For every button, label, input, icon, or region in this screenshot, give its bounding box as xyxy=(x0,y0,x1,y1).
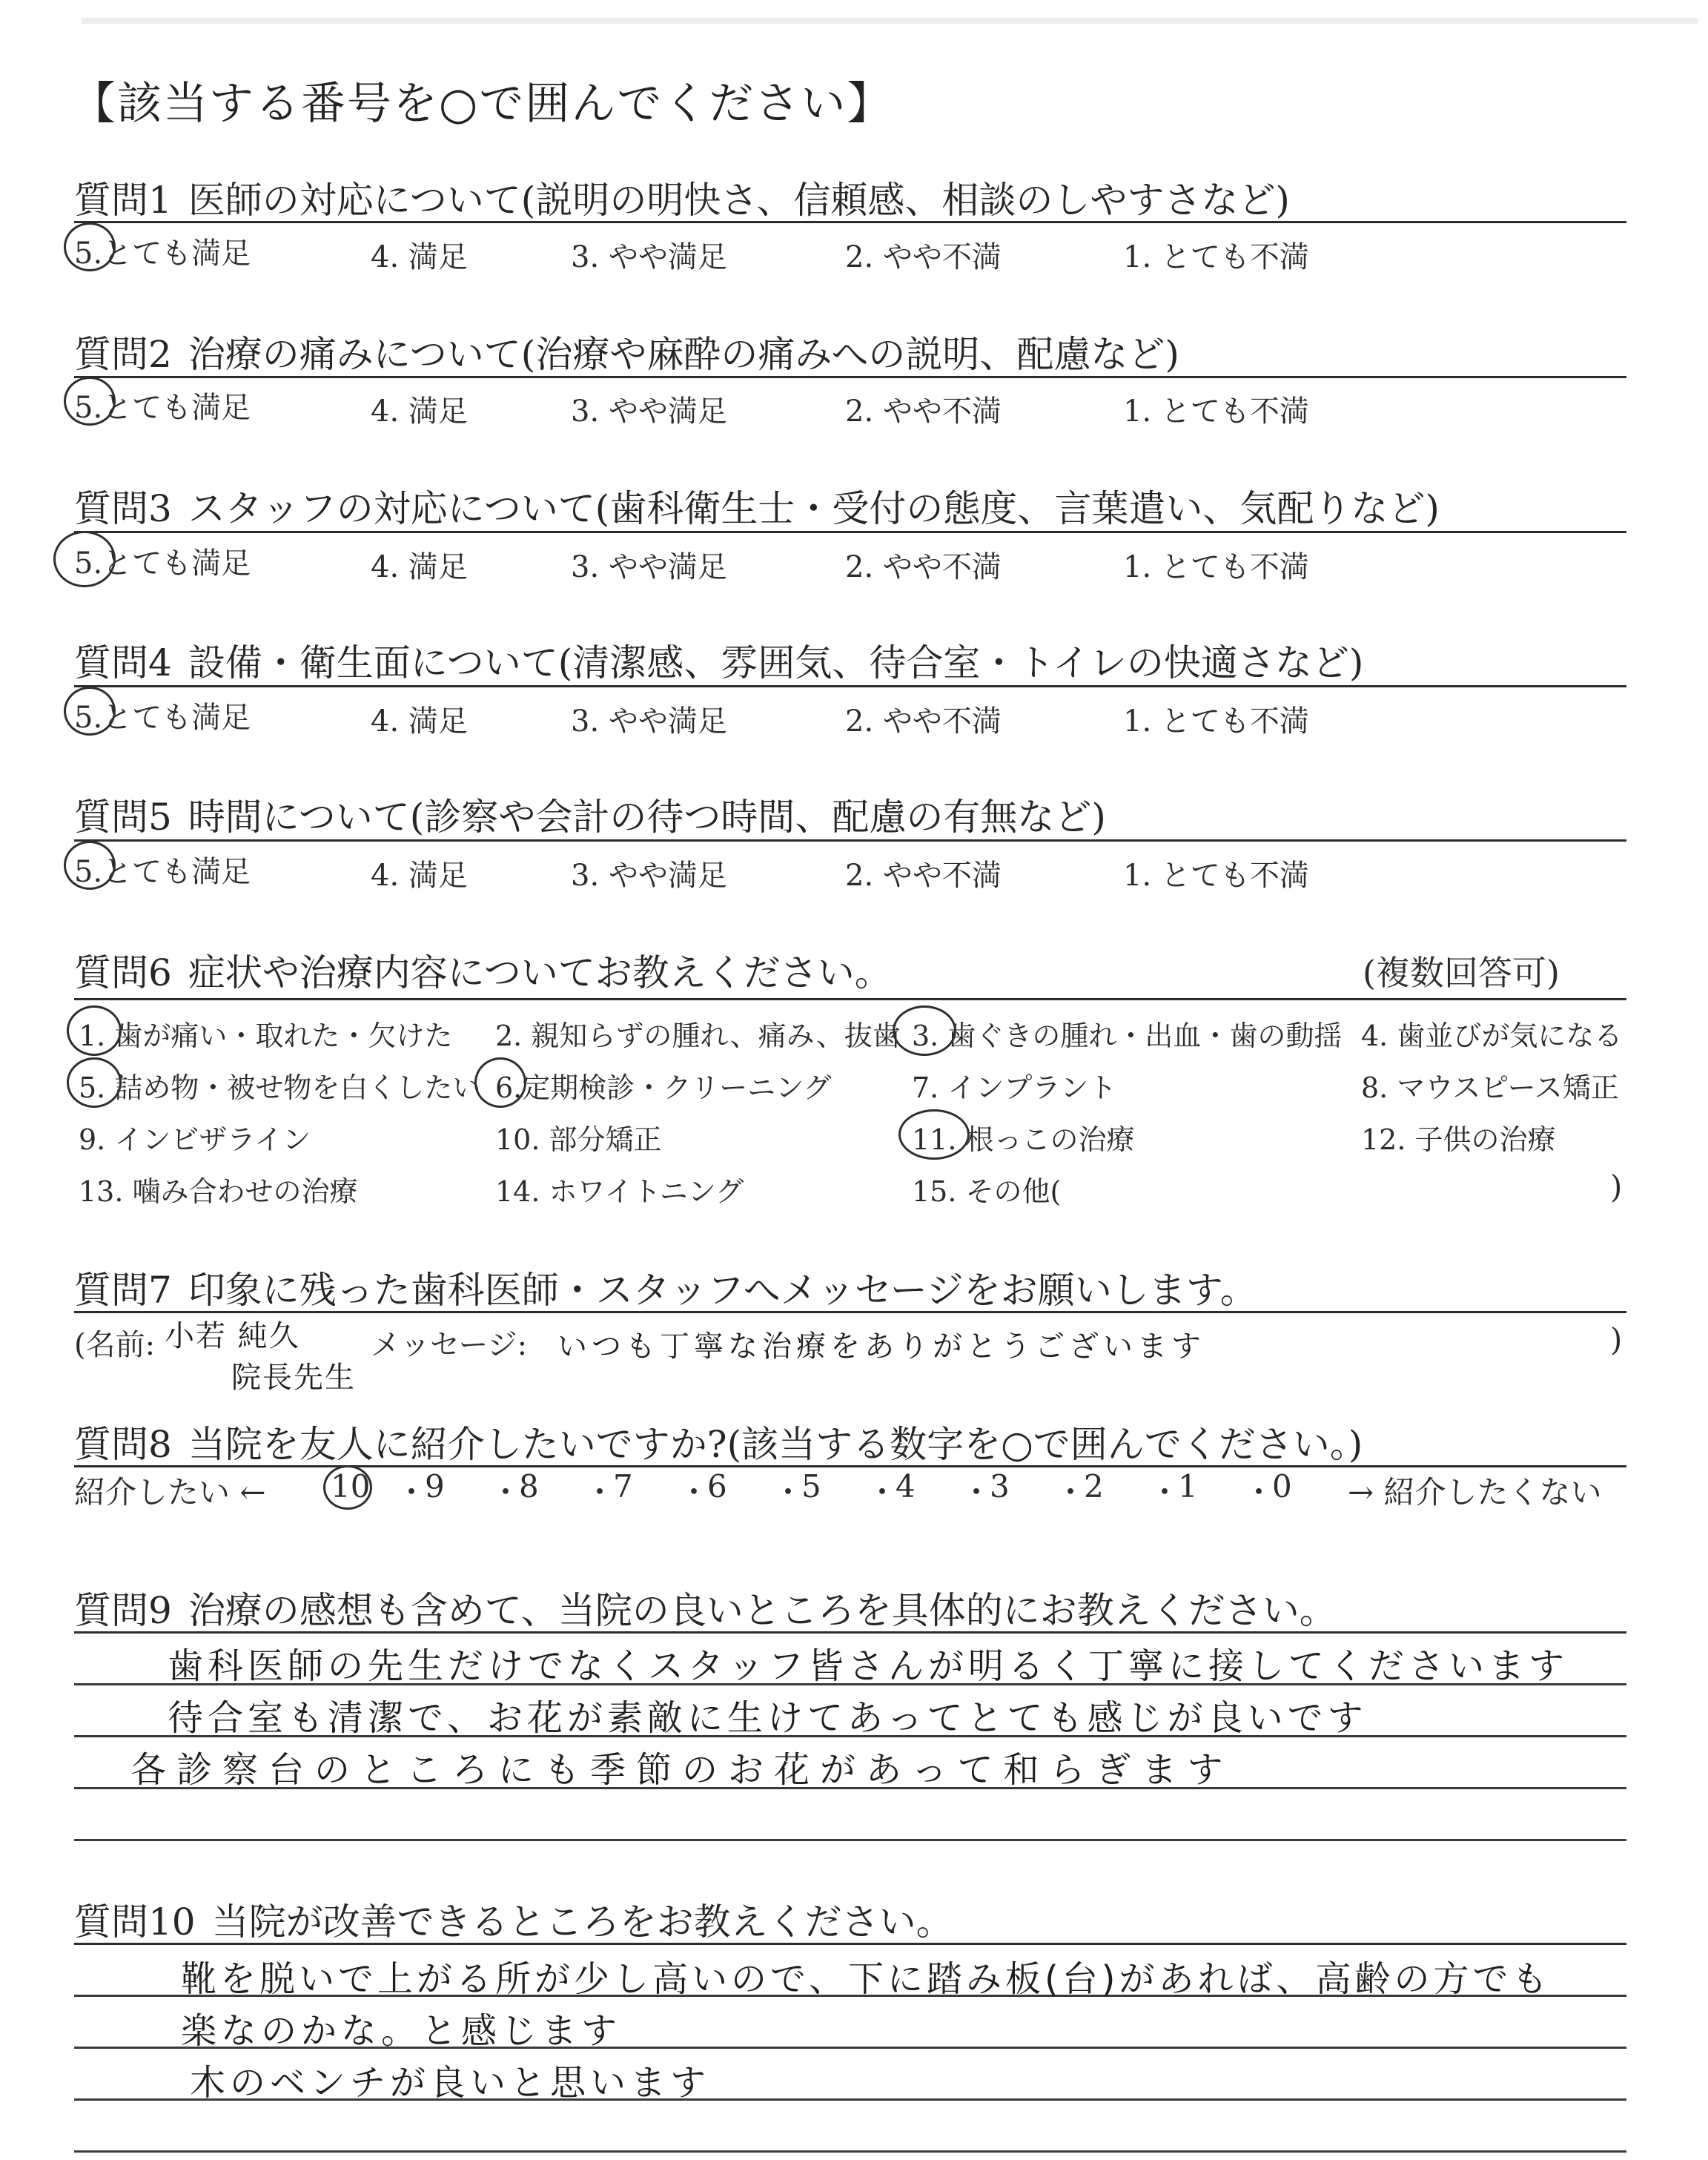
q6-option-1[interactable]: 1. 歯が痛い・取れた・欠けた xyxy=(79,1020,453,1052)
question-7-rule xyxy=(74,1311,1626,1313)
q8-scale-1[interactable]: 1 xyxy=(1178,1468,1198,1505)
q6-circle-option-5 xyxy=(67,1057,122,1108)
q10-handwritten-line-3: 木のベンチが良いと思います xyxy=(190,2062,711,2104)
page-heading: 【該当する番号を○で囲んでください】 xyxy=(71,78,893,130)
q4-option-2[interactable]: 2. やや不満 xyxy=(845,704,1002,739)
q8-scale-separator: ・ xyxy=(490,1474,522,1510)
question-10-title: 質問10 当院が改善できるところをお教えください。 xyxy=(74,1900,953,1943)
question-3-rule xyxy=(74,531,1626,533)
q7-message-label: メッセージ: xyxy=(371,1328,528,1362)
q3-option-4[interactable]: 4. 満足 xyxy=(371,550,468,584)
q6-other-close-paren: ) xyxy=(1610,1169,1623,1205)
q9-handwritten-line-1: 歯科医師の先生だけでなくスタッフ皆さんが明るく丁寧に接してくださいます xyxy=(168,1645,1569,1687)
q8-right-label: → 紹介したくない xyxy=(1348,1474,1602,1510)
q8-scale-5[interactable]: 5 xyxy=(801,1468,821,1505)
q8-scale-separator: ・ xyxy=(1243,1474,1275,1510)
q9-answer-line-4 xyxy=(74,1839,1626,1841)
q5-option-3[interactable]: 3. やや満足 xyxy=(571,859,727,893)
q1-option-5[interactable]: 5.とても満足 xyxy=(74,237,251,271)
q2-option-4[interactable]: 4. 満足 xyxy=(371,394,468,429)
q9-handwritten-line-2: 待合室も清潔で、お花が素敵に生けてあってとても感じが良いです xyxy=(168,1697,1368,1739)
q6-option-12[interactable]: 12. 子供の治療 xyxy=(1361,1123,1556,1156)
q8-scale-2[interactable]: 2 xyxy=(1084,1468,1104,1505)
q2-option-2[interactable]: 2. やや不満 xyxy=(845,394,1002,429)
q8-scale-9[interactable]: 9 xyxy=(425,1468,445,1505)
q5-selection-circle xyxy=(64,841,116,890)
q6-option-9[interactable]: 9. インビザライン xyxy=(79,1123,311,1156)
q5-option-2[interactable]: 2. やや不満 xyxy=(845,859,1002,893)
q6-option-11[interactable]: 11. 根っこの治療 xyxy=(912,1123,1135,1156)
q8-scale-7[interactable]: 7 xyxy=(613,1468,633,1505)
question-3-title: 質問3 スタッフの対応について(歯科衛生士・受付の態度、言葉遣い、気配りなど) xyxy=(74,487,1440,530)
q1-option-3[interactable]: 3. やや満足 xyxy=(571,240,727,274)
question-9-title: 質問9 治療の感想も含めて、当院の良いところを具体的にお教えください。 xyxy=(74,1589,1337,1632)
q4-option-5[interactable]: 5.とても満足 xyxy=(74,701,251,735)
q6-circle-option-11 xyxy=(898,1109,970,1160)
question-5-title: 質問5 時間について(診察や会計の待つ時間、配慮の有無など) xyxy=(74,796,1106,839)
q7-name-title-handwritten: 院長先生 xyxy=(231,1361,356,1395)
q8-scale-6[interactable]: 6 xyxy=(707,1468,727,1505)
q6-option-2[interactable]: 2. 親知らずの腫れ、痛み、抜歯 xyxy=(495,1020,901,1052)
q6-option-3[interactable]: 3. 歯ぐきの腫れ・出血・歯の動揺 xyxy=(912,1020,1343,1052)
question-5-rule xyxy=(74,839,1626,842)
q8-left-label: 紹介したい ← xyxy=(74,1474,266,1510)
q4-option-3[interactable]: 3. やや満足 xyxy=(571,704,727,739)
question-8-rule xyxy=(74,1465,1626,1467)
q5-option-1[interactable]: 1. とても不満 xyxy=(1123,859,1309,893)
question-6-rule xyxy=(74,998,1626,1000)
q8-scale-10[interactable]: 10 xyxy=(331,1468,371,1505)
q6-multiple-answer-note: (複数回答可) xyxy=(1363,953,1560,993)
q8-scale-0[interactable]: 0 xyxy=(1272,1468,1292,1505)
q2-option-3[interactable]: 3. やや満足 xyxy=(571,394,727,429)
q8-scale-separator: ・ xyxy=(584,1474,616,1510)
q6-option-6[interactable]: 6.定期検診・クリーニング xyxy=(495,1071,832,1104)
q1-option-1[interactable]: 1. とても不満 xyxy=(1123,240,1309,274)
q8-scale-separator: ・ xyxy=(678,1474,710,1510)
question-8-title: 質問8 当院を友人に紹介したいですか?(該当する数字を○で囲んでください。) xyxy=(74,1423,1363,1466)
q2-option-5[interactable]: 5.とても満足 xyxy=(74,391,251,425)
q7-close-paren: ) xyxy=(1610,1321,1623,1358)
q3-option-5[interactable]: 5.とても満足 xyxy=(74,546,251,581)
q8-scale-separator: ・ xyxy=(867,1474,898,1510)
q10-handwritten-line-1: 靴を脱いで上がる所が少し高いので、下に踏み板(台)があれば、高齢の方でも xyxy=(181,1958,1552,2000)
q7-message-handwritten: いつも丁寧な治療をありがとうございます xyxy=(557,1330,1205,1364)
q8-scale-4[interactable]: 4 xyxy=(896,1468,916,1505)
q6-circle-option-1 xyxy=(67,1005,122,1056)
q6-option-7[interactable]: 7. インプラント xyxy=(912,1071,1117,1104)
q7-name-label: (名前: xyxy=(74,1328,156,1362)
q7-name-handwritten: 小若 純久 xyxy=(165,1319,300,1353)
q8-selection-circle xyxy=(323,1465,372,1510)
question-9-rule xyxy=(74,1631,1626,1634)
question-1-title: 質問1 医師の対応について(説明の明快さ、信頼感、相談のしやすさなど) xyxy=(74,179,1290,222)
q6-circle-option-6 xyxy=(474,1057,526,1108)
q6-option-8[interactable]: 8. マウスピース矯正 xyxy=(1361,1071,1619,1104)
q4-selection-circle xyxy=(64,687,116,736)
q8-scale-separator: ・ xyxy=(396,1474,428,1510)
q3-selection-circle xyxy=(53,531,116,587)
q1-option-2[interactable]: 2. やや不満 xyxy=(845,240,1002,274)
q3-option-2[interactable]: 2. やや不満 xyxy=(845,550,1002,584)
q4-option-4[interactable]: 4. 満足 xyxy=(371,704,468,739)
q6-option-5[interactable]: 5. 詰め物・被せ物を白くしたい xyxy=(79,1071,481,1104)
q6-option-14[interactable]: 14. ホワイトニング xyxy=(495,1175,744,1208)
question-4-title: 質問4 設備・衛生面について(清潔感、雰囲気、待合室・トイレの快適さなど) xyxy=(74,641,1364,684)
q5-option-5[interactable]: 5.とても満足 xyxy=(74,855,251,889)
q8-scale-3[interactable]: 3 xyxy=(990,1468,1010,1505)
question-4-rule xyxy=(74,685,1626,687)
question-10-rule xyxy=(74,1943,1626,1945)
q9-handwritten-line-3: 各診察台のところにも季節のお花があって和らぎます xyxy=(130,1749,1234,1791)
question-1-rule xyxy=(74,221,1626,223)
q3-option-1[interactable]: 1. とても不満 xyxy=(1123,550,1309,584)
question-2-rule xyxy=(74,376,1626,378)
q4-option-1[interactable]: 1. とても不満 xyxy=(1123,704,1309,739)
q8-scale-separator: ・ xyxy=(772,1474,804,1510)
q8-scale-separator: ・ xyxy=(1149,1474,1181,1510)
q6-option-10[interactable]: 10. 部分矯正 xyxy=(495,1123,662,1156)
q6-option-4[interactable]: 4. 歯並びが気になる xyxy=(1361,1020,1623,1052)
q5-option-4[interactable]: 4. 満足 xyxy=(371,859,468,893)
question-6-title: 質問6 症状や治療内容についてお教えください。 xyxy=(74,951,892,994)
scan-top-edge xyxy=(82,18,1698,24)
q10-answer-line-4 xyxy=(74,2150,1626,2153)
q1-option-4[interactable]: 4. 満足 xyxy=(371,240,468,274)
question-7-title: 質問7 印象に残った歯科医師・スタッフへメッセージをお願いします。 xyxy=(74,1269,1257,1312)
q6-circle-option-3 xyxy=(893,1005,956,1056)
q1-selection-circle xyxy=(64,222,116,271)
q2-option-1[interactable]: 1. とても不満 xyxy=(1123,394,1309,429)
q6-option-13[interactable]: 13. 噛み合わせの治療 xyxy=(79,1175,358,1208)
q10-handwritten-line-2: 楽なのかな。と感じます xyxy=(181,2010,622,2052)
q6-option-15[interactable]: 15. その他( xyxy=(912,1175,1062,1208)
q3-option-3[interactable]: 3. やや満足 xyxy=(571,550,727,584)
q8-scale-separator: ・ xyxy=(1055,1474,1087,1510)
q2-selection-circle xyxy=(64,377,116,426)
question-2-title: 質問2 治療の痛みについて(治療や麻酔の痛みへの説明、配慮など) xyxy=(74,333,1179,376)
q8-scale-8[interactable]: 8 xyxy=(519,1468,539,1505)
q8-scale-separator: ・ xyxy=(961,1474,993,1510)
